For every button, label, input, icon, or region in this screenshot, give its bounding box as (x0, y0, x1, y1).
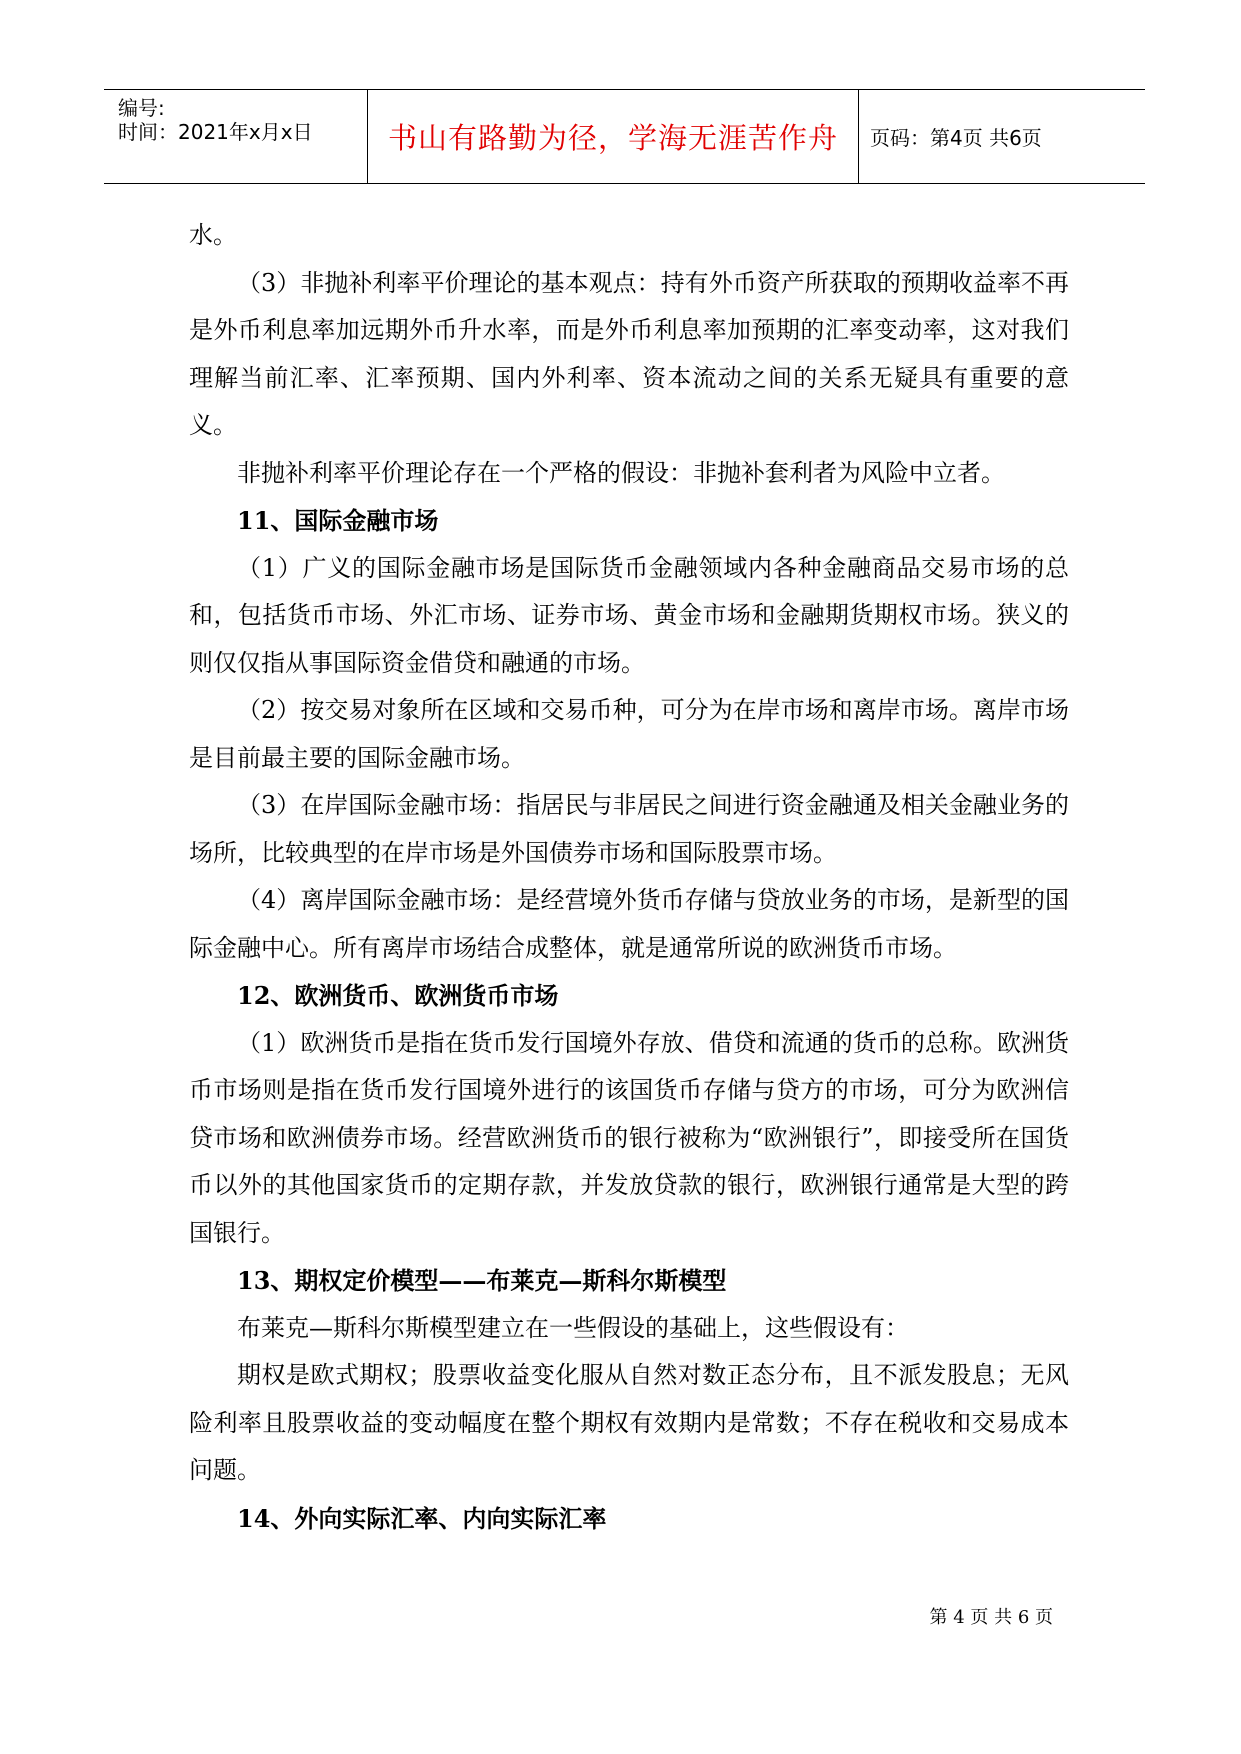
section-heading: 11、国际金融市场 (237, 506, 439, 535)
document-time-label: 时间：2021年x月x日 (118, 120, 313, 144)
header-page-cell (858, 90, 1145, 183)
section-heading: 13、期权定价模型——布莱克—斯科尔斯模型 (237, 1266, 727, 1295)
header-meta-cell (104, 90, 367, 183)
document-number-label: 编号: (118, 96, 165, 120)
paragraph: 布莱克—斯科尔斯模型建立在一些假设的基础上，这些假设有： (237, 1313, 909, 1342)
paragraph: （3）非抛补利率平价理论的基本观点：持有外币资产所获取的预期收益率不再是外币利息率加远期外币升水率，而是外币利息率加预期的汇率变动率，这对我们理解当前汇率、汇率预期、国内外利率、资本流动之间的关系无疑具有重要的意义。 (189, 268, 1069, 439)
paragraph: （1）广义的国际金融市场是国际货币金融领域内各种金融商品交易市场的总和，包括货币市场、外汇市场、证券市场、黄金市场和金融期货期权市场。狭义的则仅仅指从事国际资金借贷和融通的市场。 (189, 553, 1069, 677)
section-heading: 12、欧洲货币、欧洲货币市场 (237, 981, 559, 1010)
header-motto-cell (367, 90, 859, 183)
paragraph: （4）离岸国际金融市场：是经营境外货币存储与贷放业务的市场，是新型的国际金融中心。所有离岸市场结合成整体，就是通常所说的欧洲货币市场。 (189, 886, 1069, 962)
paragraph: 期权是欧式期权；股票收益变化服从自然对数正态分布，且不派发股息；无风险利率且股票收益的变动幅度在整个期权有效期内是常数；不存在税收和交易成本问题。 (189, 1361, 1069, 1484)
document-body (189, 212, 1069, 1542)
page-footer-number: 第 4 页 共 6 页 (929, 1607, 1053, 1628)
header-page-code: 页码：第4页 共6页 (870, 126, 1042, 150)
paragraph: （1）欧洲货币是指在货币发行国境外存放、借贷和流通的货币的总称。欧洲货币市场则是指在货币发行国境外进行的该国货币存储与贷方的市场，可分为欧洲信贷市场和欧洲债券市场。经营欧洲货币的银行被称为“欧洲银行”，即接受所在国货币以外的其他国家货币的定期存款，并发放贷款的银行，欧洲银行通常是大型的跨国银行。 (189, 1028, 1069, 1247)
paragraph: （2）按交易对象所在区域和交易币种，可分为在岸市场和离岸市场。离岸市场是目前最主要的国际金融市场。 (189, 696, 1069, 772)
section-heading: 14、外向实际汇率、内向实际汇率 (237, 1503, 607, 1533)
paragraph: （3）在岸国际金融市场：指居民与非居民之间进行资金融通及相关金融业务的场所，比较典型的在岸市场是外国债券市场和国际股票市场。 (189, 791, 1069, 867)
page-header (104, 89, 1145, 184)
paragraph: 非抛补利率平价理论存在一个严格的假设：非抛补套利者为风险中立者。 (237, 458, 1005, 487)
paragraph: 水。 (189, 221, 237, 249)
header-motto: 书山有路勤为径，学海无涯苦作舟 (387, 121, 838, 155)
